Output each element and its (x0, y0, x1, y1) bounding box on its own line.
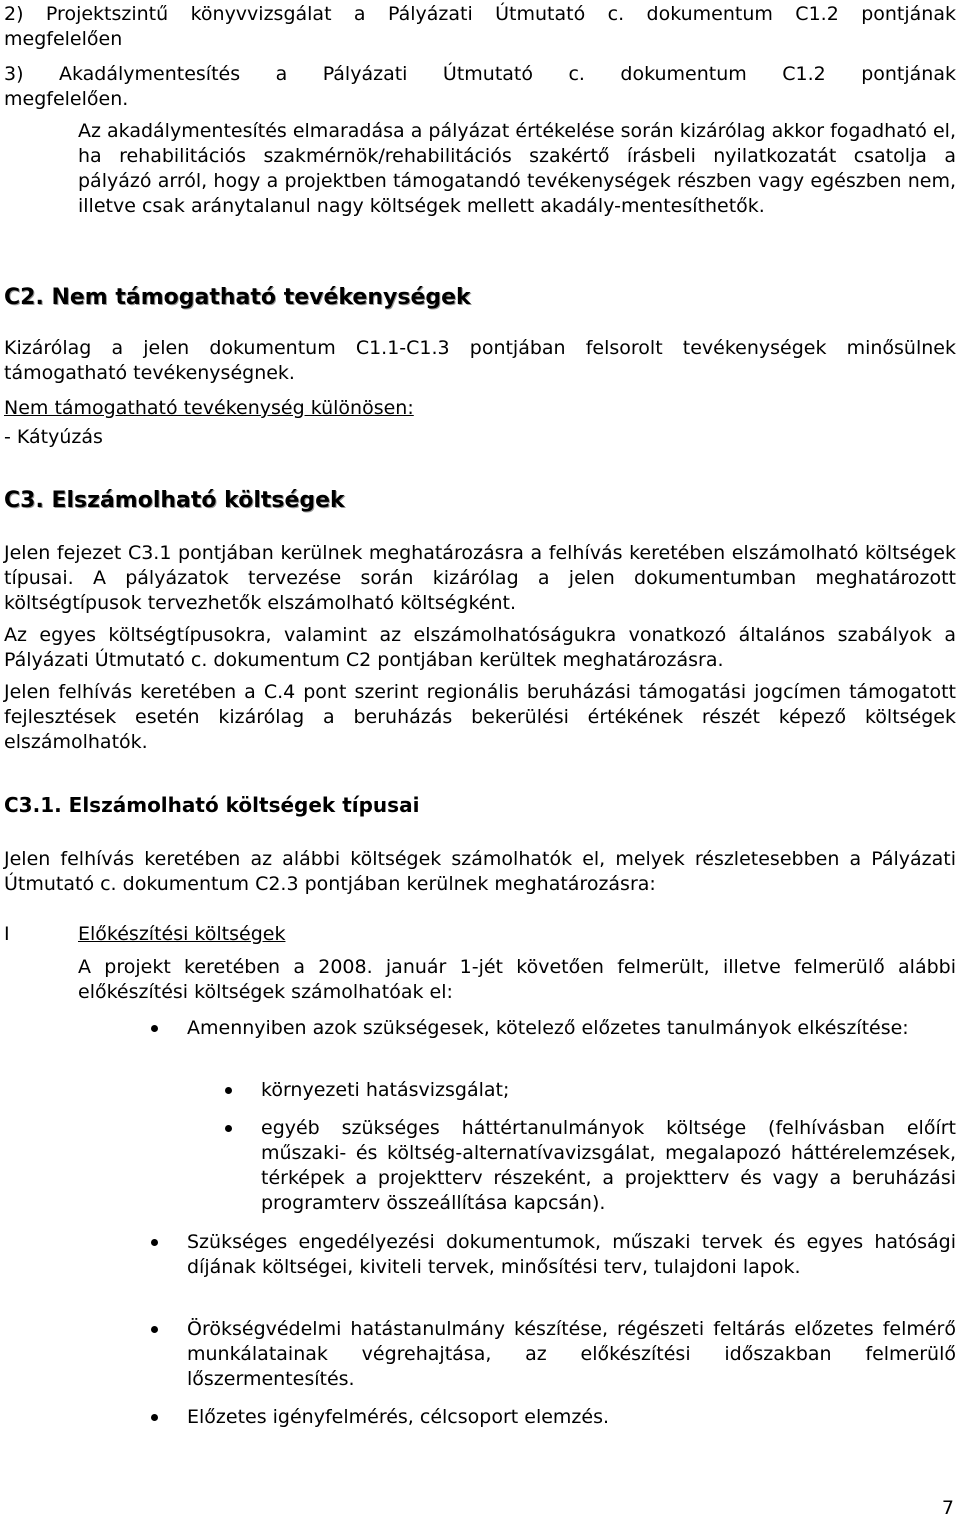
list-item: Szükséges engedélyezési dokumentumok, műszaki tervek és egyes hatósági díjának költségei, kiviteli tervek, minősítési terv, tulajdoni lapok. (187, 1230, 956, 1280)
bullet-icon (225, 1087, 232, 1094)
list-item: Előzetes igényfelmérés, célcsoport elemzés. (187, 1405, 956, 1430)
c3-paragraph-1: Jelen fejezet C3.1 pontjában kerülnek meghatározásra a felhívás keretében elszámolható költségek típusai. A pályázatok tervezése során kizárólag a jelen dokumentumban meghatározott költségtípusok tervezhetők elszámolható költségként. (4, 542, 956, 614)
c2-subheading: Nem támogatható tevékenység különösen: (4, 397, 414, 419)
section-heading-c3: C3. Elszámolható költségek (4, 488, 345, 513)
bullet-icon (151, 1239, 158, 1246)
page-number: 7 (941, 1497, 954, 1519)
bullet-icon (151, 1326, 158, 1333)
c2-paragraph: Kizárólag a jelen dokumentum C1.1-C1.3 pontjában felsorolt tevékenységek minősülnek támogatható tevékenységnek. (4, 337, 956, 384)
list-item: környezeti hatásvizsgálat; (261, 1078, 956, 1103)
list-item: egyéb szükséges háttértanulmányok költsége (felhívásban előírt műszaki- és költség-alternatívavizsgálat, megalapozó háttérelemzések, térképek a projektterv részeként, a projektterv és vagy a beruházási programterv összeállítása kapcsán). (261, 1116, 956, 1216)
c31-paragraph: Jelen felhívás keretében az alábbi költségek számolhatók el, melyek részletesebben a Pályázati Útmutató c. dokumentum C2.3 pontjában kerülnek meghatározásra: (4, 848, 956, 895)
list-item: Amennyiben azok szükségesek, kötelező előzetes tanulmányok elkészítése: (187, 1016, 956, 1041)
section-number: I (4, 923, 10, 945)
bullet-icon (151, 1414, 158, 1421)
c3-paragraph-2: Az egyes költségtípusokra, valamint az elszámolhatóságukra vonatkozó általános szabályok a Pályázati Útmutató c. dokumentum C2 pontjában kerültek meghatározásra. (4, 624, 956, 671)
section-intro: A projekt keretében a 2008. január 1-jét követően felmerült, illetve felmerülő alábbi előkészítési költségek számolhatóak el: (78, 956, 956, 1003)
list-item: 2) Projektszintű könyvvizsgálat a Pályázati Útmutató c. dokumentum C1.2 pontjának megfelelően (4, 3, 956, 50)
section-title: Előkészítési költségek (78, 923, 286, 945)
c2-item: - Kátyúzás (4, 426, 103, 448)
list-item: Örökségvédelmi hatástanulmány készítése, régészeti feltárás előzetes felmérő munkálatainak végrehajtása, az előkészítési időszakban felmerülő lőszermentesítés. (187, 1317, 956, 1392)
c3-paragraph-3: Jelen felhívás keretében a C.4 pont szerint regionális beruházási támogatási jogcímen támogatott fejlesztések esetén kizárólag a beruházás bekerülési értékének részét képező költségek elszámolhatók. (4, 681, 956, 753)
section-heading-c31: C3.1. Elszámolható költségek típusai (4, 793, 420, 817)
list-item: 3) Akadálymentesítés a Pályázati Útmutató c. dokumentum C1.2 pontjának megfelelően. (4, 63, 956, 110)
akadaly-paragraph: Az akadálymentesítés elmaradása a pályázat értékelése során kizárólag akkor fogadható el, ha rehabilitációs szakmérnök/rehabilitációs szakértő írásbeli nyilatkozatát csatolja a pályázó arról, hogy a projektben támogatandó tevékenységek részben vagy egészben nem, illetve csak aránytalanul nagy költségek mellett akadály-mentesíthetők. (78, 120, 956, 217)
bullet-icon (151, 1025, 158, 1032)
section-heading-c2: C2. Nem támogatható tevékenységek (4, 285, 471, 310)
bullet-icon (225, 1125, 232, 1132)
